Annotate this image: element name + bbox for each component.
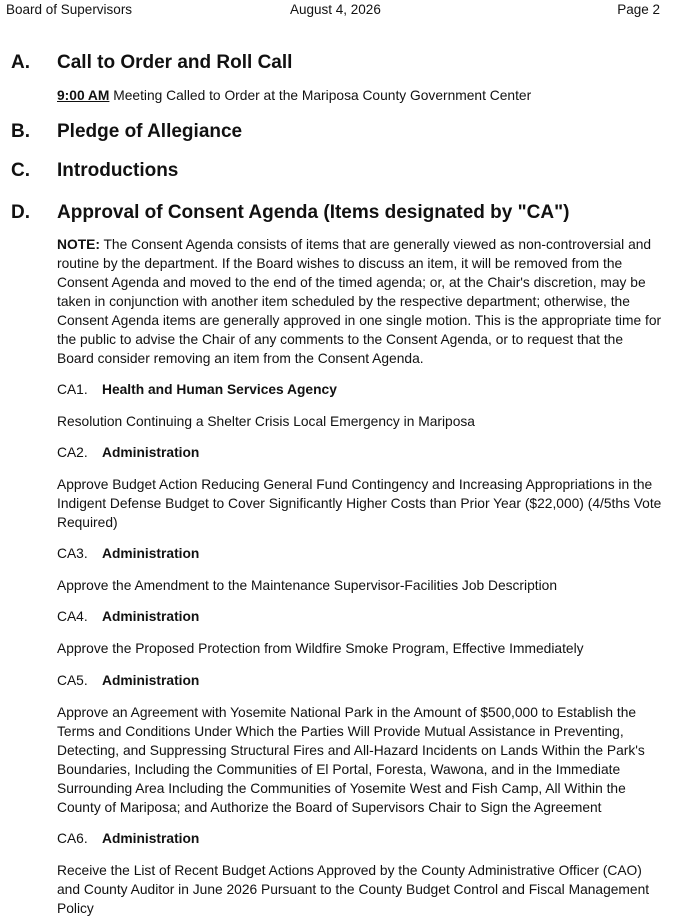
section-a-title: Call to Order and Roll Call	[57, 52, 293, 73]
ca5-number: CA5.	[57, 673, 88, 688]
header-board-name: Board of Supervisors	[6, 2, 133, 17]
call-to-order-text: Meeting Called to Order at the Mariposa County Government Center	[109, 88, 532, 103]
ca4-department: Administration	[102, 609, 200, 624]
ca6-department: Administration	[102, 831, 200, 846]
ca4-description: Approve the Proposed Protection from Wildfire Smoke Program, Effective Immediately	[57, 641, 584, 656]
ca3-department: Administration	[102, 546, 200, 561]
ca5-department: Administration	[102, 673, 200, 688]
call-to-order-time: 9:00 AM	[57, 88, 110, 103]
ca3-heading	[57, 546, 199, 561]
note-text: The Consent Agenda consists of items that are generally viewed as non-controversial and routine by the department. If the Board wishes to discuss an item, it will be removed from the Consent Agenda and moved to the end of the timed agenda; or, at the Chair's discretion, may be taken in conjunction with another item scheduled by the respective department; otherwise, the Consent Agenda items are generally approved in one single motion. This is the appropriate time for the public to advise the Chair of any comments to the Consent Agenda, or to request that the Board consider removing an item from the Consent Agenda.	[57, 237, 662, 366]
section-d-letter: D.	[11, 202, 30, 223]
ca2-department: Administration	[102, 445, 200, 460]
ca2-number: CA2.	[57, 445, 88, 460]
section-c-title: Introductions	[57, 160, 179, 181]
header-page-number: Page 2	[617, 2, 660, 17]
ca6-number: CA6.	[57, 831, 88, 846]
section-d-title: Approval of Consent Agenda (Items designated by "CA")	[57, 202, 570, 223]
ca3-number: CA3.	[57, 546, 88, 561]
ca1-department: Health and Human Services Agency	[102, 382, 337, 397]
note-label: NOTE:	[57, 237, 100, 252]
ca5-heading	[57, 673, 199, 688]
header-date: August 4, 2026	[290, 2, 381, 17]
call-to-order-line	[57, 86, 662, 105]
ca6-heading	[57, 831, 199, 846]
consent-agenda-note	[57, 235, 662, 368]
ca1-description: Resolution Continuing a Shelter Crisis Local Emergency in Mariposa	[57, 414, 475, 429]
ca2-heading	[57, 445, 199, 460]
section-b-letter: B.	[11, 121, 30, 142]
ca4-heading	[57, 609, 199, 624]
ca3-description: Approve the Amendment to the Maintenance Supervisor-Facilities Job Description	[57, 578, 558, 593]
ca6-description: Receive the List of Recent Budget Actions Approved by the County Administrative Officer (CAO) and County Auditor in June 2026 Pursuant to the County Budget Control and Fiscal Management Policy	[57, 863, 650, 916]
ca4-number: CA4.	[57, 609, 88, 624]
section-c-letter: C.	[11, 160, 30, 181]
ca1-heading	[57, 382, 337, 397]
section-b-title: Pledge of Allegiance	[57, 121, 243, 142]
ca1-number: CA1.	[57, 382, 88, 397]
ca5-description: Approve an Agreement with Yosemite National Park in the Amount of $500,000 to Establish the Terms and Conditions Under Which the Parties Will Provide Mutual Assistance in Preventing, Detecting, and Suppressing Structural Fires and All-Hazard Incidents on Lands Within the Park's Boundaries, Including the Communities of El Portal, Foresta, Wawona, and in the Immediate Surrounding Area Including the Communities of Yosemite West and Fish Camp, All Within the County of Mariposa; and Authorize the Board of Supervisors Chair to Sign the Agreement	[57, 705, 645, 815]
section-a-letter: A.	[11, 52, 30, 73]
ca2-description: Approve Budget Action Reducing General Fund Contingency and Increasing Appropriations in the Indigent Defense Budget to Cover Significantly Higher Costs than Prior Year ($22,000) (4/5ths Vote Required)	[57, 477, 662, 530]
